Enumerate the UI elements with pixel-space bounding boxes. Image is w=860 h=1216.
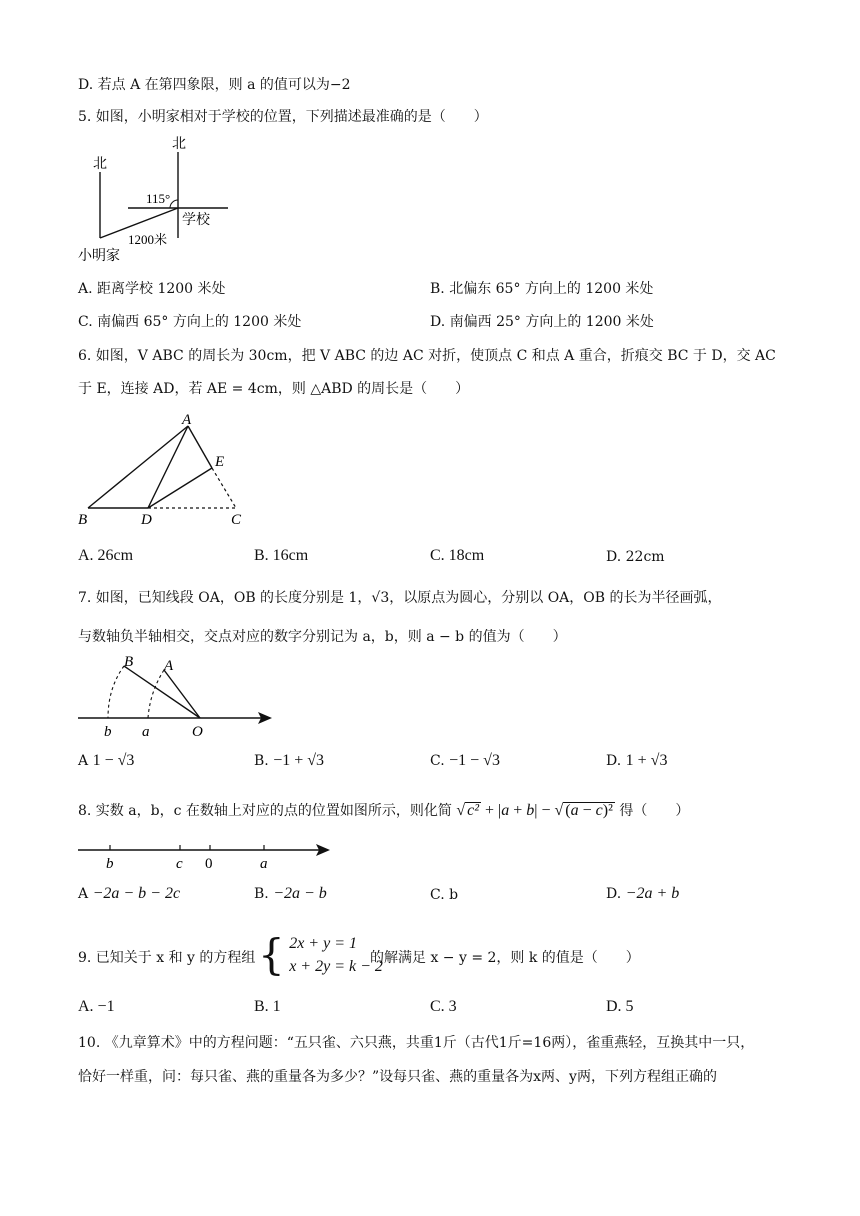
q8-option-a: A −2a − b − 2c [78,885,181,902]
q9-option-c: C. 3 [430,998,457,1015]
q4-option-d: D. 若点 A 在第四象限，则 a 的值可以为−2 [78,77,351,93]
q9-option-a: A. −1 [78,998,115,1015]
q6-fig-label-e: E [215,454,225,470]
q9-stem-post: 的解满足 x − y = 2，则 k 的值是（ ） [370,950,640,966]
q7-option-a: A 1 − √3 [78,752,135,769]
q9-system [258,932,383,978]
q10-line1: 10. 《九章算术》中的方程问题：“五只雀、六只燕，共重1斤（古代1斤=16两），雀重燕轻，互换其中一只， [78,1035,755,1051]
q7-stem-line2: 与数轴负半轴相交，交点对应的数字分别记为 a，b，则 a − b 的值为（ ） [78,629,567,645]
q6-fig-label-c: C [231,512,242,528]
q5-fig-school: 学校 [182,213,210,228]
q7-fig-label-b-point: B [124,654,134,670]
q5-fig-home: 小明家 [78,249,120,264]
q5-option-c: C. 南偏西 65° 方向上的 1200 米处 [78,314,302,330]
q9-option-d: D. 5 [606,998,634,1015]
q7-fig-label-b: b [104,724,112,740]
q5-option-d: D. 南偏西 25° 方向上的 1200 米处 [430,314,654,330]
q6-fig-label-b: B [78,512,88,528]
q8-option-d: D. −2a + b [606,885,680,902]
q8-expression: √ c² + |a + b| − √ (a − c)² [456,802,613,819]
q6-stem-line2: 于 E，连接 AD，若 AE = 4cm，则 △ABD 的周长是（ ） [78,381,470,397]
q8-option-c: C. b [430,887,459,903]
q6-option-d: D. 22cm [606,549,665,565]
q5-figure [78,134,248,264]
q5-option-a: A. 距离学校 1200 米处 [78,281,226,297]
q6-figure [76,412,256,530]
q7-fig-label-a-point: A [164,658,174,674]
q6-option-c: C. 18cm [430,547,485,564]
q7-option-b: B. −1 + √3 [254,752,325,769]
q9-eq1: 2x + y = 1 [289,935,357,952]
q8-option-b: B. −2a − b [254,885,327,902]
q7-fig-label-a: a [142,724,150,740]
q7-option-d: D. 1 + √3 [606,752,668,769]
q5-fig-angle: 115° [146,191,171,206]
q8-stem: 8. 实数 a，b，c 在数轴上对应的点的位置如图所示，则化简 √ c² + |a + b| − √ (a − c)² 得（ ） [78,802,690,819]
q9-brace: { [258,930,285,979]
q6-option-a: A. 26cm [78,547,134,564]
q9-stem-pre: 9. 已知关于 x 和 y 的方程组 [78,950,256,966]
q7-stem-line1: 7. 如图，已知线段 OA，OB 的长度分别是 1，√3，以原点为圆心，分别以 OA，OB 的长为半径画弧， [78,590,722,606]
q6-option-b: B. 16cm [254,547,309,564]
q5-fig-dist: 1200米 [128,232,168,247]
q8-fig-label-zero: 0 [205,856,213,872]
q7-fig-label-o: O [192,724,203,740]
q8-fig-label-c: c [176,856,183,872]
q9-option-b: B. 1 [254,998,281,1015]
q9-eq2: x + 2y = k − 2 [289,958,383,975]
q5-stem: 5. 如图，小明家相对于学校的位置，下列描述最准确的是（ ） [78,109,488,125]
q8-fig-label-b: b [106,856,114,872]
q7-option-c: C. −1 − √3 [430,752,500,769]
q5-option-b: B. 北偏东 65° 方向上的 1200 米处 [430,281,654,297]
q6-stem-line1: 6. 如图，V ABC 的周长为 30cm，把 V ABC 的边 AC 对折，使顶点 C 和点 A 重合，折痕交 BC 于 D，交 AC [78,348,776,364]
q6-fig-label-d: D [141,512,152,528]
q8-number-line [78,838,338,872]
q6-fig-label-a: A [182,412,192,428]
q7-figure [78,652,278,742]
q5-fig-north1: 北 [93,157,107,172]
q8-fig-label-a: a [260,856,268,872]
q5-fig-north2: 北 [172,137,186,152]
q10-line2: 恰好一样重，问：每只雀、燕的重量各为多少？”设每只雀、燕的重量各为x两、y两，下列方程组正确的 [78,1069,717,1085]
